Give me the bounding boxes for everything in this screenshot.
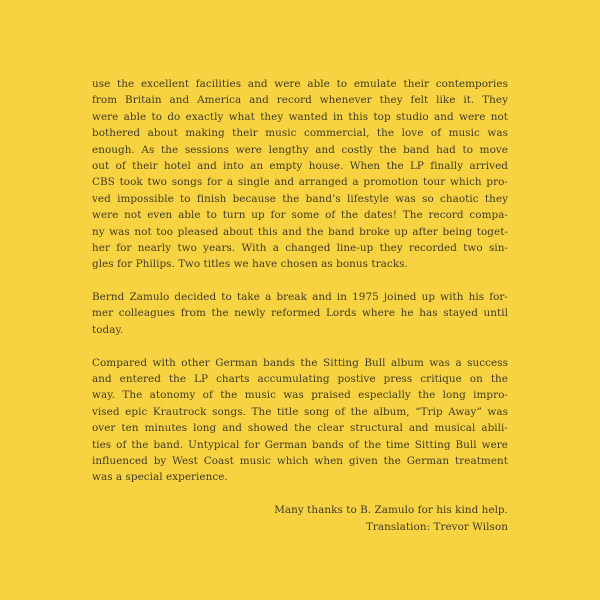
text-line: use the excellent facilities and were able to emulate their contempories bbox=[92, 78, 508, 90]
translation-credit: Translation: Trevor Wilson bbox=[365, 520, 508, 533]
text-line: gles for Philips. Two titles we have chosen as bonus tracks. bbox=[92, 258, 408, 271]
paragraph-spacer bbox=[92, 273, 508, 289]
paragraph-bernd-zamulo bbox=[92, 289, 508, 338]
paragraph-spacer bbox=[92, 486, 508, 502]
liner-notes-text bbox=[92, 76, 508, 535]
paragraph-album-reception bbox=[92, 355, 508, 486]
text-line: was a special experience. bbox=[92, 471, 228, 484]
credits-block bbox=[92, 502, 508, 535]
text-line: were able to do exactly what they wanted in this top studio and were not bbox=[92, 110, 508, 123]
text-line: mer colleagues from the newly reformed Lords where he has stayed until bbox=[92, 307, 508, 320]
text-line: ved impossible to finish because the band’s lifestyle was so chaotic they bbox=[92, 192, 508, 205]
text-line: over ten minutes long and showed the clear structural and musical abili- bbox=[92, 422, 508, 435]
text-line: ny was not too pleased about this and the band broke up after being toget- bbox=[92, 225, 508, 238]
text-line: Compared with other German bands the Sitting Bull album was a success bbox=[92, 356, 508, 369]
text-line: her for nearly two years. With a changed line-up they recorded two sin- bbox=[92, 241, 508, 254]
text-line: were not even able to turn up for some of the dates! The record compa- bbox=[92, 209, 508, 222]
text-line: CBS took two songs for a single and arranged a promotion tour which pro- bbox=[92, 176, 508, 189]
paragraph-studio-history bbox=[92, 76, 508, 273]
paragraph-spacer bbox=[92, 338, 508, 354]
text-line: vised epic Krautrock songs. The title song of the album, “Trip Away” was bbox=[92, 405, 508, 418]
text-line: Bernd Zamulo decided to take a break and in 1975 joined up with his for- bbox=[92, 291, 508, 304]
text-line: enough. As the sessions were lengthy and costly the band had to move bbox=[92, 143, 508, 156]
text-line: out of their hotel and into an empty house. When the LP finally arrived bbox=[92, 159, 508, 172]
text-line: ties of the band. Untypical for German bands of the time Sitting Bull were bbox=[92, 438, 508, 451]
thanks-line: Many thanks to B. Zamulo for his kind help. bbox=[274, 504, 508, 517]
text-line: from Britain and America and record whenever they felt like it. They bbox=[92, 94, 508, 107]
text-line: bothered about making their music commercial, the love of music was bbox=[92, 127, 508, 140]
text-line: way. The atonomy of the music was praised especially the long impro- bbox=[92, 389, 508, 402]
text-line: and entered the LP charts accumulating postive press critique on the bbox=[92, 373, 508, 386]
text-line: today. bbox=[92, 323, 124, 336]
text-line: influenced by West Coast music which when given the German treatment bbox=[92, 454, 508, 467]
